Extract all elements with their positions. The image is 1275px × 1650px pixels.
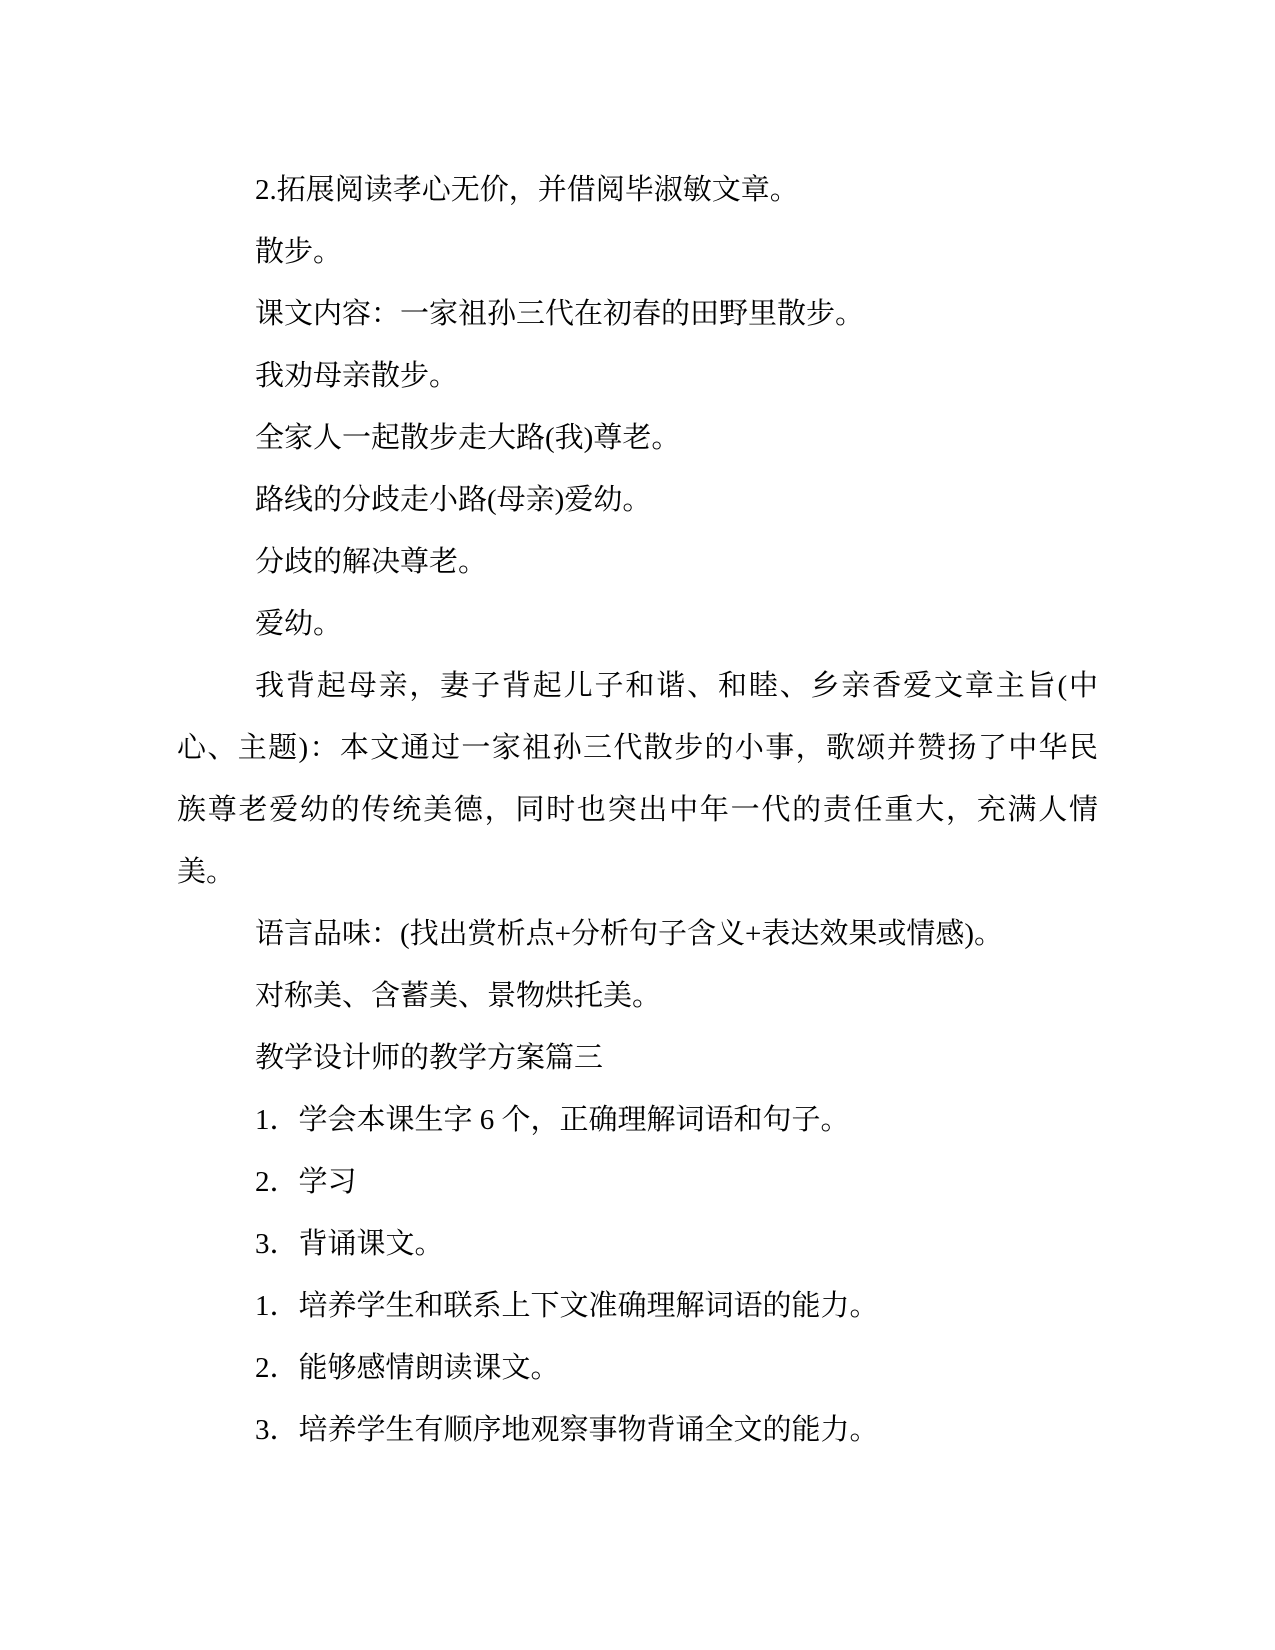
text-line: 分歧的解决尊老。 bbox=[255, 546, 488, 578]
text-line: 课文内容：一家祖孙三代在初春的田野里散步。 bbox=[255, 298, 865, 330]
text-line: 3．背诵课文。 bbox=[255, 1228, 444, 1260]
text-line: 2.拓展阅读孝心无价，并借阅毕淑敏文章。 bbox=[255, 174, 799, 206]
paragraph bbox=[177, 407, 1098, 469]
paragraph bbox=[177, 1275, 1098, 1337]
text-line: 全家人一起散步走大路(我)尊老。 bbox=[255, 422, 681, 454]
text-line: 散步。 bbox=[255, 236, 343, 268]
paragraph bbox=[177, 221, 1098, 283]
text-line: 美。 bbox=[177, 856, 236, 888]
paragraph bbox=[177, 593, 1098, 655]
paragraph bbox=[177, 1089, 1098, 1151]
text-line: 心、主题)：本文通过一家祖孙三代散步的小事，歌颂并赞扬了中华民 bbox=[177, 732, 1098, 764]
paragraph bbox=[177, 283, 1098, 345]
paragraph bbox=[177, 1027, 1098, 1089]
text-line: 路线的分歧走小路(母亲)爱幼。 bbox=[255, 484, 652, 516]
text-line: 2．能够感情朗读课文。 bbox=[255, 1352, 560, 1384]
paragraph bbox=[177, 1151, 1098, 1213]
paragraph bbox=[177, 159, 1098, 221]
paragraph bbox=[177, 1337, 1098, 1399]
paragraph bbox=[177, 1399, 1098, 1461]
paragraph bbox=[177, 903, 1098, 965]
paragraph bbox=[177, 345, 1098, 407]
text-line: 语言品味：(找出赏析点+分析句子含义+表达效果或情感)。 bbox=[255, 918, 1004, 950]
text-line: 族尊老爱幼的传统美德，同时也突出中年一代的责任重大，充满人情 bbox=[177, 794, 1098, 826]
paragraph bbox=[177, 531, 1098, 593]
paragraph bbox=[177, 1213, 1098, 1275]
text-line: 1．培养学生和联系上下文准确理解词语的能力。 bbox=[255, 1290, 879, 1322]
document-body bbox=[177, 159, 1098, 1461]
paragraph bbox=[177, 655, 1098, 903]
text-line: 3．培养学生有顺序地观察事物背诵全文的能力。 bbox=[255, 1414, 879, 1446]
text-line: 我背起母亲，妻子背起儿子和谐、和睦、乡亲香爱文章主旨(中 bbox=[255, 670, 1098, 702]
text-line: 爱幼。 bbox=[255, 608, 343, 640]
text-line: 教学设计师的教学方案篇三 bbox=[255, 1042, 604, 1074]
paragraph bbox=[177, 469, 1098, 531]
text-line: 1．学会本课生字 6 个，正确理解词语和句子。 bbox=[255, 1104, 850, 1136]
text-line: 我劝母亲散步。 bbox=[255, 360, 459, 392]
paragraph bbox=[177, 965, 1098, 1027]
text-line: 对称美、含蓄美、景物烘托美。 bbox=[255, 980, 662, 1012]
text-line: 2．学习 bbox=[255, 1166, 357, 1198]
